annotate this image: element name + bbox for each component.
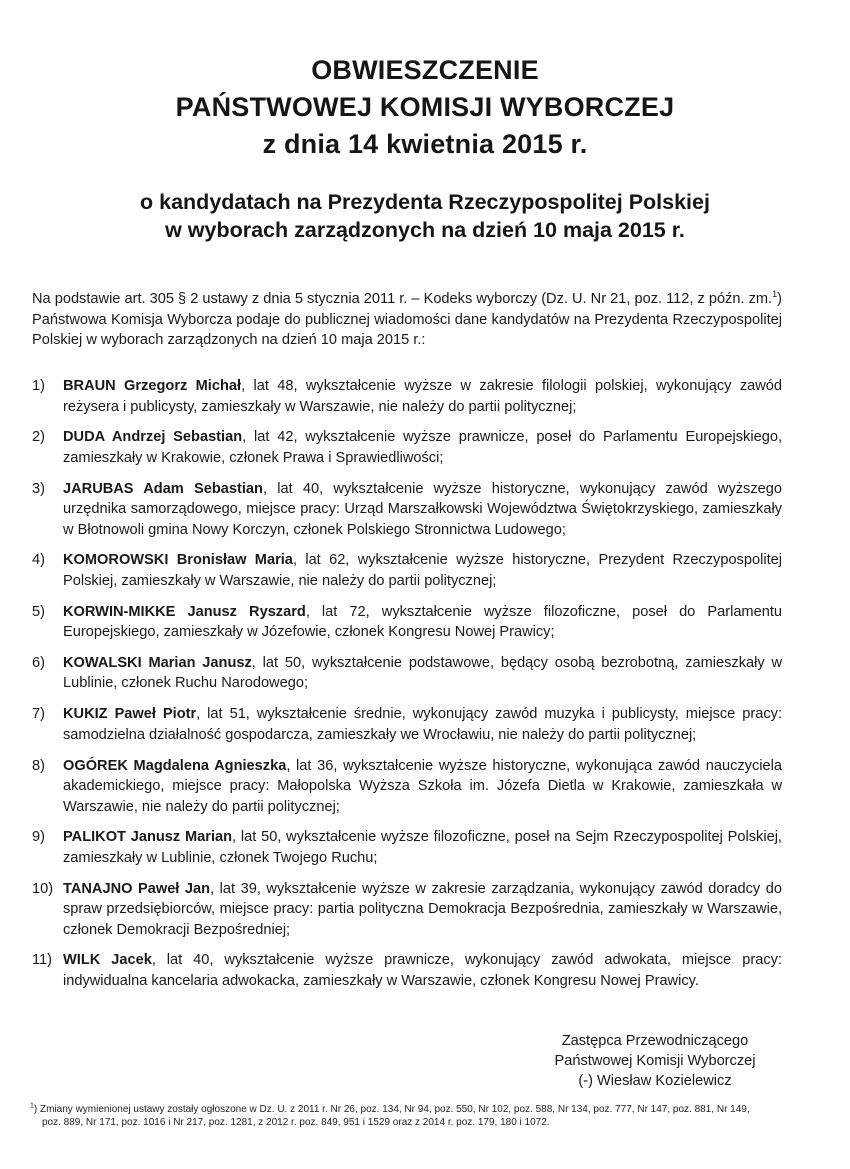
candidate-name: PALIKOT Janusz Marian [63,829,233,846]
footnote [30,1103,750,1129]
signature-role: Zastępca Przewodniczącego [561,1033,749,1049]
candidate-name: KUKIZ Paweł Piotr [63,706,197,723]
candidate-name: BRAUN Grzegorz Michał [63,378,242,394]
candidate-details: , lat 39, wykształcenie wyższe w zakresie zarządzania, wykonujący zawód doradcy do spraw przedsiębiorców, miejsce pracy: partia polityczna Demokracja Bezpośrednia, zamieszkały w Warszawie, członek Demokracji Bezpośredniej; [63,880,783,938]
candidate-number: 10) [32,880,54,897]
candidate-number: 2) [32,429,45,446]
candidate-details: , lat 50, wykształcenie podstawowe, będący osobą bezrobotną, zamieszkały w Lublinie, członek Ruchu Narodowego; [63,654,783,692]
candidate-details: , lat 40, wykształcenie wyższe historyczne, wykonujący zawód wyższego urzędnika samorządowego, miejsce pracy: Urząd Marszałkowski Województwa Świętokrzyskiego, zamieszkały w Błotnowoli gmina Nowy Korczyn, członek Polskiego Stronnictwa Ludowego; [63,480,783,538]
candidate-item [32,602,782,643]
candidate-name: JARUBAS Adam Sebastian [63,480,263,497]
candidate-item [32,827,782,868]
signature-block [530,1031,780,1091]
footnote-body [30,1103,750,1129]
candidate-name: KORWIN-MIKKE Janusz Ryszard [63,603,306,620]
candidate-item [32,479,782,541]
subtitle-line-1: o kandydatach na Prezydenta Rzeczypospolitej Polskiej [140,190,710,214]
candidate-item [32,427,782,468]
candidate-number: 3) [32,480,45,497]
candidate-details: , lat 48, wykształcenie wyższe w zakresie filologii polskiej, wykonujący zawód reżysera i publicysty, zamieszkały w Warszawie, nie należy do partii politycznej; [63,378,783,415]
candidate-item [32,704,782,745]
candidate-details: , lat 40, wykształcenie wyższe prawnicze, wykonujący zawód adwokata, miejsce pracy: indywidualna kancelaria adwokacka, zamieszkały w Warszawie, członek Kongresu Nowej Prawicy. [63,952,782,989]
candidate-number: 6) [32,654,45,671]
document-subtitle [0,188,850,244]
title-line-3: z dnia 14 kwietnia 2015 r. [262,129,588,159]
candidate-number: 1) [32,378,45,394]
candidate-item [32,653,782,694]
candidate-item [32,756,782,818]
subtitle-line-2: w wyborach zarządzonych na dzień 10 maja 2015 r. [165,218,685,242]
candidate-item [32,376,782,417]
candidate-name: TANAJNO Paweł Jan [63,880,211,897]
candidate-number: 11) [32,952,53,969]
candidate-item [32,950,782,991]
footnote-text: ) Zmiany wymienionej ustawy zostały ogłoszone w Dz. U. z 2011 r. Nr 26, poz. 134, Nr 94, poz. 550, Nr 102, poz. 588, Nr 134, poz. 777, Nr 147, poz. 881, Nr 149, poz. 889, Nr 171, poz. 1016 i Nr 217, poz. 1281, z 2012 r. poz. 849, 951 i 1529 oraz z 2014 r. poz. 179, 180 i 1072. [33,1104,750,1128]
footnote-mark: 1 [30,1102,34,1110]
candidate-details: , lat 42, wykształcenie wyższe prawnicze, poseł do Parlamentu Europejskiego, zamieszkały w Krakowie, członek Prawa i Sprawiedliwości; [63,429,783,466]
document-title [0,52,850,163]
title-line-1: OBWIESZCZENIE [311,55,539,85]
signature-name: (-) Wiesław Kozielewicz [578,1073,732,1089]
candidate-details: , lat 50, wykształcenie wyższe filozoficzne, poseł na Sejm Rzeczypospolitej Polskiej, zamieszkały w Lublinie, członek Twojego Ruchu; [63,829,782,866]
intro-text-end: ) Państwowa Komisja Wyborcza podaje do publicznej wiadomości dane kandydatów na Prezydenta Rzeczypospolitej Polskiej w wyborach zarządzonych na dzień 10 maja 2015 r.: [32,291,782,348]
candidate-number: 4) [32,552,45,569]
candidate-name: WILK Jacek [63,952,152,969]
candidate-number: 7) [32,706,45,723]
title-line-2: PAŃSTWOWEJ KOMISJI WYBORCZEJ [175,92,675,122]
candidate-number: 9) [32,829,45,846]
candidate-list [32,376,782,1002]
candidate-details: , lat 72, wykształcenie wyższe filozoficzne, poseł do Parlamentu Europejskiego, zamieszkały w Józefowie, członek Kongresu Nowej Prawicy; [63,603,782,641]
intro-paragraph [32,289,782,351]
candidate-details: , lat 62, wykształcenie wyższe historyczne, Prezydent Rzeczypospolitej Polskiej, zamieszkały w Warszawie, nie należy do partii politycznej; [63,552,782,589]
candidate-name: DUDA Andrzej Sebastian [63,429,243,446]
candidate-name: KOWALSKI Marian Janusz [63,654,252,671]
candidate-details: , lat 36, wykształcenie wyższe historyczne, wykonująca zawód nauczyciela akademickiego, miejsce pracy: Małopolska Wyższa Szkoła im. Józefa Dietla w Krakowie, zamieszkała w Warszawie, nie należy do partii politycznej; [63,757,782,815]
intro-footnote-ref: 1 [772,289,778,300]
intro-text-start: Na podstawie art. 305 § 2 ustawy z dnia 5 stycznia 2011 r. – Kodeks wyborczy (Dz. U. Nr 21, poz. 112, z późn. zm. [32,291,773,307]
candidate-details: , lat 51, wykształcenie średnie, wykonujący zawód muzyka i publicysty, miejsce pracy: samodzielna działalność gospodarcza, zamieszkały we Wrocławiu, nie należy do partii politycznej; [63,706,782,743]
candidate-item [32,550,782,591]
signature-body: Państwowej Komisji Wyborczej [554,1053,756,1069]
candidate-name: OGÓREK Magdalena Agnieszka [63,757,287,774]
candidate-name: KOMOROWSKI Bronisław Maria [63,552,293,569]
candidate-number: 8) [32,757,45,774]
candidate-item [32,879,782,941]
candidate-number: 5) [32,603,45,620]
